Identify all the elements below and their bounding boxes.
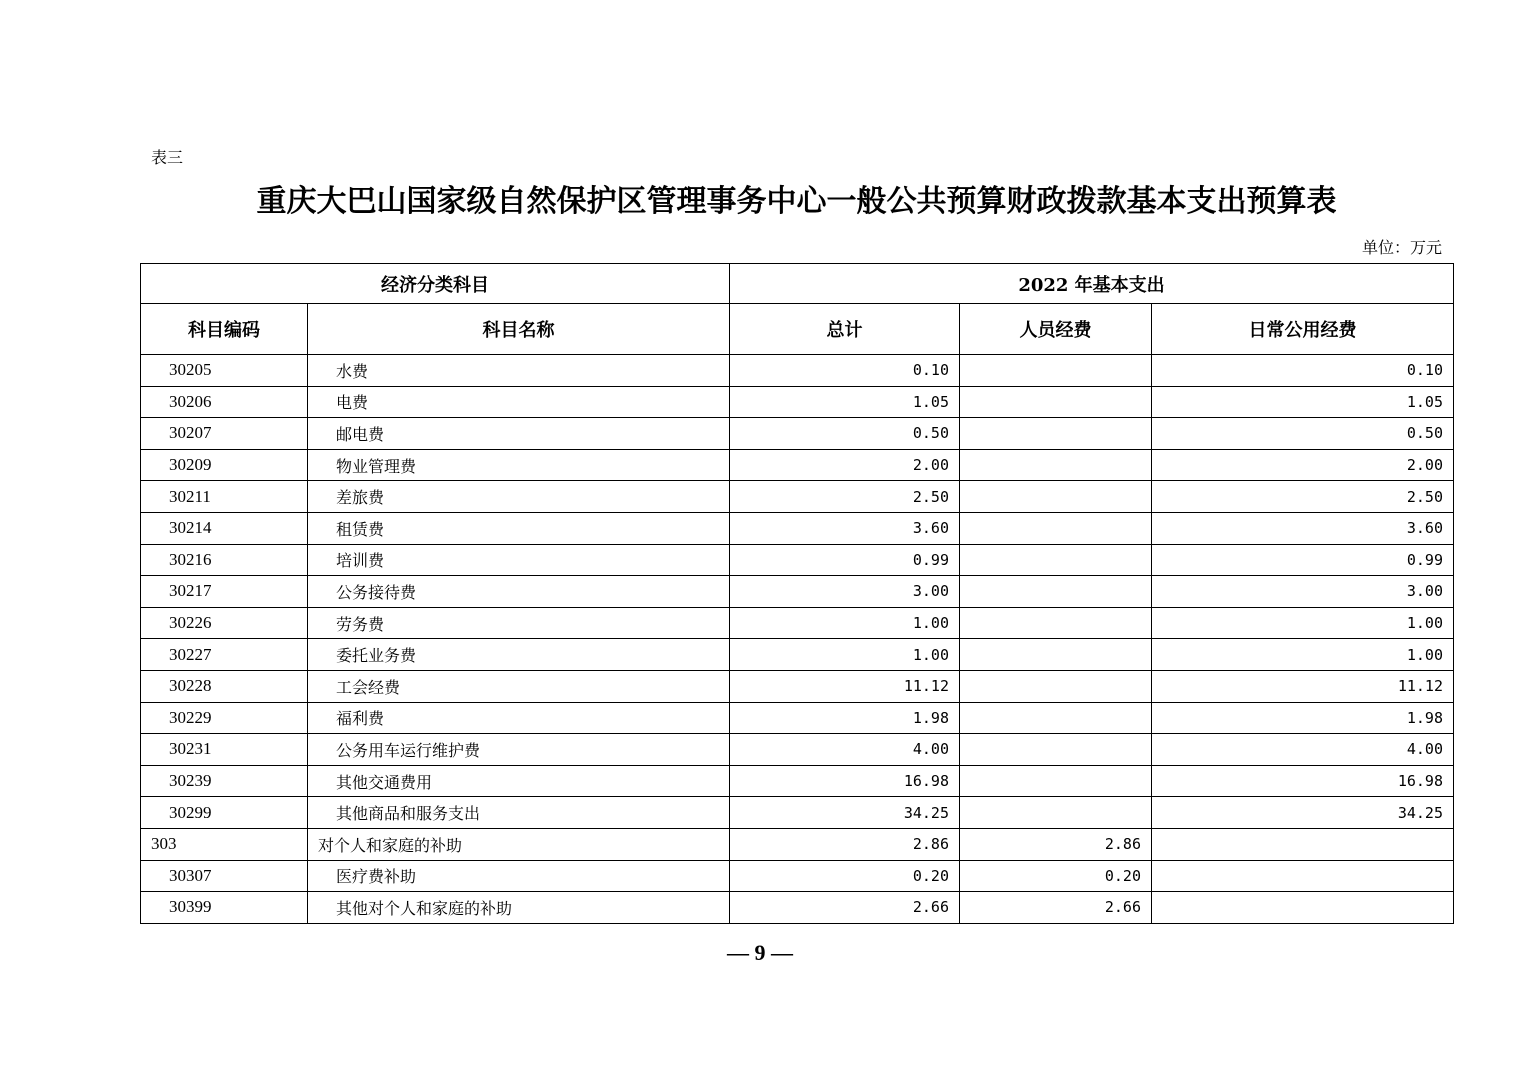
group-header-row: [141, 264, 1454, 304]
cell-personnel: 0.20: [960, 860, 1152, 892]
cell-public: 4.00: [1152, 734, 1454, 766]
cell-total: 2.50: [730, 481, 960, 513]
cell-personnel: [960, 797, 1152, 829]
cell-name: 邮电费: [308, 418, 730, 450]
table-row: [141, 544, 1454, 576]
cell-name: 物业管理费: [308, 449, 730, 481]
cell-code: 30228: [141, 670, 308, 702]
cell-personnel: [960, 576, 1152, 608]
cell-code: 30214: [141, 512, 308, 544]
cell-total: 2.66: [730, 892, 960, 924]
cell-personnel: [960, 670, 1152, 702]
table-row: [141, 734, 1454, 766]
cell-name: 培训费: [308, 544, 730, 576]
table-label: 表三: [151, 148, 184, 167]
cell-code: 30239: [141, 765, 308, 797]
table-row: [141, 892, 1454, 924]
document-title: 重庆大巴山国家级自然保护区管理事务中心一般公共预算财政拨款基本支出预算表: [256, 184, 1337, 219]
table-row: [141, 797, 1454, 829]
cell-public: 34.25: [1152, 797, 1454, 829]
cell-public: 0.99: [1152, 544, 1454, 576]
cell-code: 30217: [141, 576, 308, 608]
cell-public: 1.00: [1152, 607, 1454, 639]
header-economic-class: 经济分类科目: [141, 264, 730, 304]
table-row: [141, 576, 1454, 608]
header-total: 总计: [730, 304, 960, 355]
cell-code: 30207: [141, 418, 308, 450]
cell-personnel: [960, 639, 1152, 671]
cell-total: 11.12: [730, 670, 960, 702]
header-code: 科目编码: [141, 304, 308, 355]
cell-personnel: [960, 418, 1152, 450]
table-row: [141, 765, 1454, 797]
cell-code: 30299: [141, 797, 308, 829]
cell-public: 0.50: [1152, 418, 1454, 450]
unit-label: 单位：万元: [1361, 238, 1442, 257]
cell-name: 差旅费: [308, 481, 730, 513]
cell-name: 其他交通费用: [308, 765, 730, 797]
cell-name: 其他商品和服务支出: [308, 797, 730, 829]
cell-name: 其他对个人和家庭的补助: [308, 892, 730, 924]
table-row: [141, 418, 1454, 450]
cell-personnel: 2.86: [960, 828, 1152, 860]
cell-code: 30216: [141, 544, 308, 576]
cell-personnel: [960, 386, 1152, 418]
table-row: [141, 481, 1454, 513]
cell-name: 医疗费补助: [308, 860, 730, 892]
cell-public: 11.12: [1152, 670, 1454, 702]
cell-name: 劳务费: [308, 607, 730, 639]
cell-public: 3.00: [1152, 576, 1454, 608]
table-row: [141, 449, 1454, 481]
budget-table: [140, 263, 1454, 924]
cell-total: 0.20: [730, 860, 960, 892]
cell-personnel: [960, 481, 1152, 513]
cell-name: 水费: [308, 355, 730, 387]
cell-personnel: [960, 702, 1152, 734]
cell-total: 2.86: [730, 828, 960, 860]
cell-personnel: [960, 544, 1152, 576]
cell-total: 2.00: [730, 449, 960, 481]
cell-total: 1.98: [730, 702, 960, 734]
header-basic-expenditure-2022: 2022 年基本支出: [730, 264, 1454, 304]
table-row: [141, 670, 1454, 702]
cell-public: 2.50: [1152, 481, 1454, 513]
table-row: [141, 355, 1454, 387]
cell-code: 30307: [141, 860, 308, 892]
cell-code: 30211: [141, 481, 308, 513]
cell-name: 电费: [308, 386, 730, 418]
table-row: [141, 702, 1454, 734]
cell-personnel: 2.66: [960, 892, 1152, 924]
column-header-row: [141, 304, 1454, 355]
cell-public: 0.10: [1152, 355, 1454, 387]
cell-name: 租赁费: [308, 512, 730, 544]
cell-total: 16.98: [730, 765, 960, 797]
cell-personnel: [960, 449, 1152, 481]
cell-code: 30226: [141, 607, 308, 639]
cell-name: 工会经费: [308, 670, 730, 702]
cell-personnel: [960, 512, 1152, 544]
header-personnel: 人员经费: [960, 304, 1152, 355]
cell-personnel: [960, 607, 1152, 639]
cell-code: 30399: [141, 892, 308, 924]
header-public: 日常公用经费: [1152, 304, 1454, 355]
cell-public: 2.00: [1152, 449, 1454, 481]
cell-code: 30205: [141, 355, 308, 387]
cell-total: 3.60: [730, 512, 960, 544]
cell-name: 福利费: [308, 702, 730, 734]
cell-public: 1.98: [1152, 702, 1454, 734]
table-row: [141, 512, 1454, 544]
cell-name: 委托业务费: [308, 639, 730, 671]
cell-code: 30229: [141, 702, 308, 734]
cell-total: 0.99: [730, 544, 960, 576]
cell-name: 公务用车运行维护费: [308, 734, 730, 766]
cell-public: 1.00: [1152, 639, 1454, 671]
table-row: [141, 860, 1454, 892]
table-row: [141, 828, 1454, 860]
table-row: [141, 386, 1454, 418]
cell-public: [1152, 828, 1454, 860]
cell-public: 3.60: [1152, 512, 1454, 544]
cell-total: 0.50: [730, 418, 960, 450]
cell-total: 1.00: [730, 607, 960, 639]
cell-total: 1.00: [730, 639, 960, 671]
cell-total: 0.10: [730, 355, 960, 387]
header-name: 科目名称: [308, 304, 730, 355]
cell-code: 30206: [141, 386, 308, 418]
cell-personnel: [960, 734, 1152, 766]
cell-code: 30227: [141, 639, 308, 671]
table-body: [141, 355, 1454, 924]
cell-public: 1.05: [1152, 386, 1454, 418]
cell-public: [1152, 860, 1454, 892]
table-row: [141, 607, 1454, 639]
table-row: [141, 639, 1454, 671]
cell-total: 34.25: [730, 797, 960, 829]
cell-total: 4.00: [730, 734, 960, 766]
cell-code: 30231: [141, 734, 308, 766]
page-number: — 9 —: [727, 940, 793, 965]
cell-personnel: [960, 765, 1152, 797]
cell-name: 公务接待费: [308, 576, 730, 608]
cell-public: 16.98: [1152, 765, 1454, 797]
cell-code: 30209: [141, 449, 308, 481]
cell-name: 对个人和家庭的补助: [308, 828, 730, 860]
cell-total: 1.05: [730, 386, 960, 418]
cell-total: 3.00: [730, 576, 960, 608]
cell-personnel: [960, 355, 1152, 387]
cell-code: 303: [141, 828, 308, 860]
cell-public: [1152, 892, 1454, 924]
